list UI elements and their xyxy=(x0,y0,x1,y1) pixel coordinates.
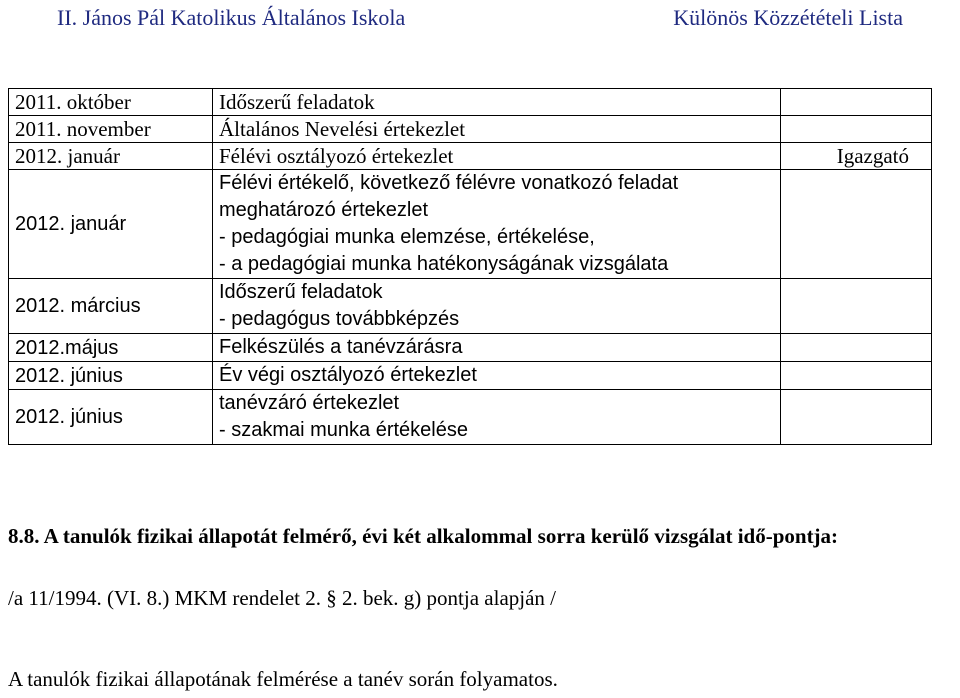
row-date: 2012. január xyxy=(9,170,213,279)
task-line: Év végi osztályozó értekezlet xyxy=(219,364,477,386)
row-responsible xyxy=(781,390,932,445)
row-date: 2012. június xyxy=(9,362,213,390)
row-date: 2012. március xyxy=(9,279,213,334)
task-line: Időszerű feladatok xyxy=(219,281,383,303)
table-row xyxy=(9,116,932,143)
row-task xyxy=(213,362,781,390)
table-row xyxy=(9,170,932,279)
task-line: Általános Nevelési értekezlet xyxy=(219,117,466,141)
row-responsible xyxy=(781,170,932,279)
row-task xyxy=(213,390,781,445)
task-line: meghatározó értekezlet xyxy=(219,199,429,221)
row-task xyxy=(213,143,781,170)
row-task xyxy=(213,170,781,279)
task-line: Időszerű feladatok xyxy=(219,90,375,114)
row-responsible xyxy=(781,362,932,390)
row-responsible xyxy=(781,279,932,334)
row-task xyxy=(213,89,781,116)
row-date: 2011. október xyxy=(9,89,213,116)
table-row xyxy=(9,362,932,390)
table-row xyxy=(9,89,932,116)
task-line: Félévi értékelő, következő félévre vonatkozó feladat xyxy=(219,172,679,194)
row-date: 2011. november xyxy=(9,116,213,143)
row-responsible xyxy=(781,89,932,116)
table-row xyxy=(9,334,932,362)
row-date: 2012.május xyxy=(9,334,213,362)
schedule-body xyxy=(9,89,932,445)
task-line: tanévzáró értekezlet xyxy=(219,392,400,414)
task-line: - pedagógiai munka elemzése, értékelése, xyxy=(219,226,595,248)
page-header xyxy=(57,4,903,32)
row-task xyxy=(213,116,781,143)
section-title: 8.8. A tanulók fizikai állapotát felmérő, évi két alkalommal sorra kerülő vizsgálat idő-pontja: xyxy=(8,524,839,548)
row-responsible xyxy=(781,334,932,362)
task-line: Felkészülés a tanévzárásra xyxy=(219,336,463,358)
row-responsible xyxy=(781,116,932,143)
body-text: A tanulók fizikai állapotának felmérése a tanév során folyamatos. xyxy=(8,667,558,691)
row-date: 2012. június xyxy=(9,390,213,445)
row-responsible: Igazgató xyxy=(781,143,932,170)
table-row xyxy=(9,390,932,445)
task-line: - szakmai munka értékelése xyxy=(219,419,468,441)
row-date: 2012. január xyxy=(9,143,213,170)
legal-basis: /a 11/1994. (VI. 8.) MKM rendelet 2. § 2. bek. g) pontja alapján / xyxy=(8,586,557,610)
task-line: - pedagógus továbbképzés xyxy=(219,308,460,330)
schedule-table xyxy=(8,88,932,445)
document-title: Különös Közzétételi Lista xyxy=(673,5,903,30)
table-row xyxy=(9,279,932,334)
task-line: - a pedagógiai munka hatékonyságának vizsgálata xyxy=(219,253,669,275)
row-task xyxy=(213,279,781,334)
school-name: II. János Pál Katolikus Általános Iskola xyxy=(57,5,406,30)
task-line: Félévi osztályozó értekezlet xyxy=(219,144,454,168)
table-row xyxy=(9,143,932,170)
row-task xyxy=(213,334,781,362)
